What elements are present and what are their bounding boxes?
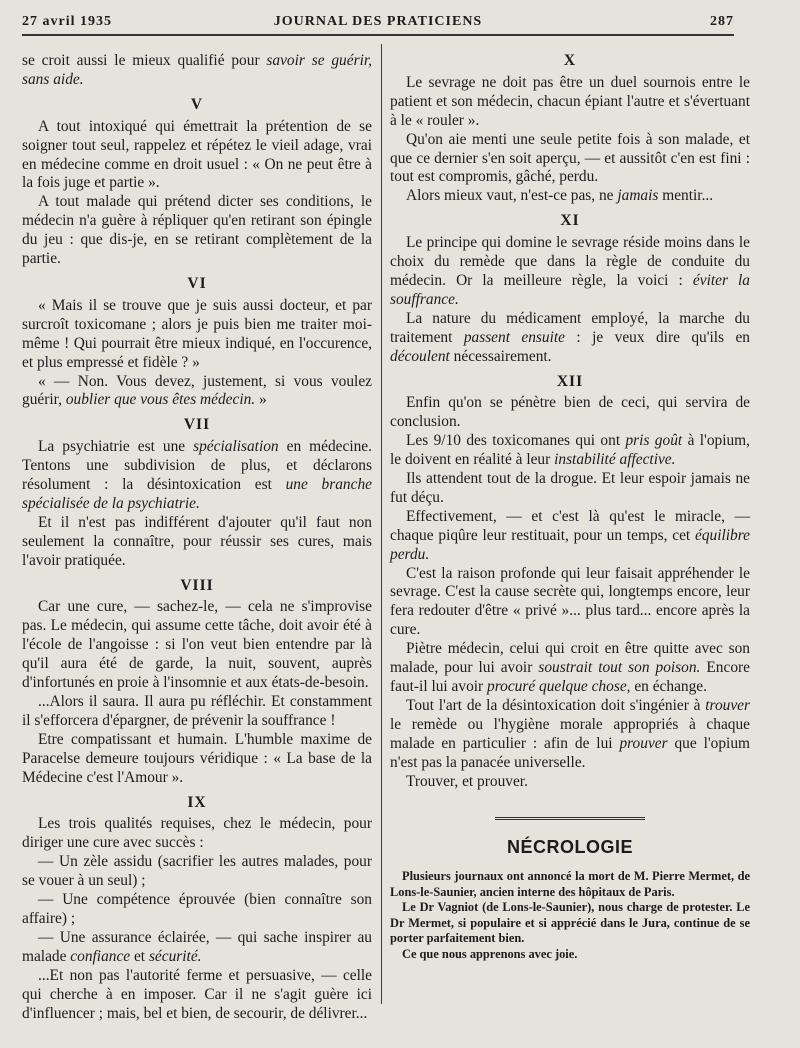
- section-x-paragraph: Le sevrage ne doit pas être un duel sournois entre le patient et son médecin, chacun épiant l'autre et s'évertuant à le « rouler ».: [390, 73, 750, 129]
- section-x-paragraph: Qu'on aie menti une seule petite fois à son malade, et que ce dernier s'en soit aperçu, — et aussitôt c'en est fini : tout est compromis, gâché, perdu.: [390, 130, 750, 186]
- section-ix-paragraph: — Un zèle assidu (sacrifier les autres malades, pour se vouer à un seul) ;: [22, 853, 372, 890]
- section-xii-paragraph: C'est la raison profonde qui leur faisait appréhender le sevrage. C'est la cause secrète qui, longtemps encore, leur fera redouter d'être « privé »... plus tard... encore après la cure.: [390, 564, 750, 639]
- right-column: [390, 52, 750, 962]
- section-v-paragraph: A tout malade qui prétend dicter ses conditions, le médecin n'a guère à répliquer qu'en retirant son épingle du jeu : que dis-je, en se retirant complètement de la partie.: [22, 193, 372, 268]
- section-vi-paragraph: « — Non. Vous devez, justement, si vous voulez guérir, oublier que vous êtes médecin. »: [22, 372, 372, 409]
- section-ix-title: IX: [187, 793, 207, 811]
- header-page-number: 287: [710, 14, 734, 29]
- section-viii-paragraph: ...Alors il saura. Il aura pu réfléchir. Et constamment il s'efforcera d'épargner, de prévenir la souffrance !: [22, 693, 372, 729]
- section-xii-paragraph: Piètre médecin, celui qui croit en être quitte avec son malade, pour lui avoir soustrait tout son poison. Encore faut-il lui avoir procuré quelque chose, en échange.: [390, 640, 750, 695]
- left-column: [22, 52, 372, 1023]
- section-xii-paragraph: Trouver, et prouver.: [406, 772, 528, 790]
- section-ix-paragraph: — Une compétence éprouvée (bien connaître son affaire) ;: [22, 891, 372, 927]
- page-header: [22, 14, 734, 36]
- necrologie-paragraph: Ce que nous apprenons avec joie.: [402, 946, 578, 961]
- header-date: 27 avril 1935: [22, 14, 112, 29]
- section-viii-paragraph: Car une cure, — sachez-le, — cela ne s'improvise pas. Le médecin, qui assume cette tâche, doit avoir été à l'école de l'angoisse : si l'on veut bien entendre par là qu'il aura été de garde, la nuit, souvent, auprès d'infortunés en proie à l'insomnie et aux états-de-besoin.: [22, 598, 372, 692]
- section-ix-paragraph: — Une assurance éclairée, — qui sache inspirer au malade confiance et sécurité.: [22, 928, 372, 965]
- section-vi-paragraph: « Mais il se trouve que je suis aussi docteur, et par surcroît toxicomane ; alors je puis bien me traiter moi-même ! Qui pourrait être mieux indiqué, en l'occurence, et plus empressé et fidèle ? »: [22, 296, 372, 371]
- section-x-title: X: [563, 52, 577, 69]
- necrologie-notice: [390, 869, 750, 962]
- section-xi-title: XI: [560, 212, 580, 230]
- section-ix-paragraph: ...Et non pas l'autorité ferme et persuasive, — celle qui cherche à en imposer. Car il ne s'agit guère ici d'influencer ; mais, bel et bien, de secourir, de délivrer...: [22, 966, 372, 1022]
- necrologie-paragraph: Plusieurs journaux ont annoncé la mort de M. Pierre Mermet, de Lons-le-Saunier, ancien interne des hôpitaux de Paris.: [390, 869, 750, 899]
- section-xii-paragraph: Ils attendent tout de la drogue. Et leur espoir jamais ne fut déçu.: [390, 470, 750, 506]
- section-ix-paragraph: Les trois qualités requises, chez le médecin, pour diriger une cure avec succès :: [22, 815, 372, 852]
- section-xii-paragraph: Effectivement, — et c'est là qu'est le miracle, — chaque piqûre leur restituait, pour un temps, cet équilibre perdu.: [390, 507, 750, 563]
- section-vii-paragraph: Et il n'est pas indifférent d'ajouter qu'il faut non seulement la connaître, pour réussir ses cures, mais l'avoir pratiquée.: [22, 513, 372, 569]
- section-v-paragraph: A tout intoxiqué qui émettrait la prétention de se soigner tout seul, rappelez et répétez le vieil adage, vrai en médecine comme en droit usuel : « On ne peut être à la fois juge et partie ».: [22, 117, 372, 192]
- header-journal-title: JOURNAL DES PRATICIENS: [273, 14, 483, 29]
- section-xii-paragraph: Tout l'art de la désintoxication doit s'ingénier à trouver le remède ou l'hygiène morale appropriés à chaque malade en particulier : afin de lui prouver que l'opium n'est pas la panacée universelle.: [390, 696, 750, 771]
- ornamental-rule: [390, 809, 750, 828]
- section-xii-paragraph: Les 9/10 des toxicomanes qui ont pris goût à l'opium, le doivent en réalité à leur instabilité affective.: [390, 432, 750, 469]
- necrologie-paragraph: Le Dr Vagniot (de Lons-le-Saunier), nous charge de protester. Le Dr Mermet, si populaire et si apprécié dans le Jura, continue de se porter parfaitement bien.: [390, 900, 750, 946]
- section-xi-paragraph: Le principe qui domine le sevrage réside moins dans le choix du remède que dans la règle de conduite du médecin. Or la meilleure règle, la voici : éviter la souffrance.: [390, 234, 750, 308]
- section-viii-title: VIII: [180, 576, 214, 594]
- section-v-title: V: [190, 95, 204, 113]
- intro-paragraph: se croit aussi le mieux qualifié pour savoir se guérir, sans aide.: [22, 52, 372, 88]
- section-vii-title: VII: [183, 416, 211, 434]
- section-xii-title: XII: [556, 372, 584, 390]
- necrologie-heading: NÉCROLOGIE: [506, 837, 633, 858]
- section-vii-paragraph: La psychiatrie est une spécialisation en médecine. Tentons une subdivision de plus, et déclarons résolument : la désintoxication est une branche spécialisée de la psychiatrie.: [22, 438, 372, 512]
- section-vi-title: VI: [187, 274, 207, 292]
- column-divider: [381, 44, 382, 1004]
- section-xi-paragraph: La nature du médicament employé, la marche du traitement passent ensuite : je veux dire qu'ils en découlent nécessairement.: [390, 309, 750, 365]
- section-x-paragraph: Alors mieux vaut, n'est-ce pas, ne jamais mentir...: [406, 187, 714, 205]
- section-viii-paragraph: Etre compatissant et humain. L'humble maxime de Paracelse demeure toujours véridique : « La base de la Médecine c'est l'Amour ».: [22, 730, 372, 786]
- section-xii-paragraph: Enfin qu'on se pénètre bien de ceci, qui servira de conclusion.: [390, 394, 750, 431]
